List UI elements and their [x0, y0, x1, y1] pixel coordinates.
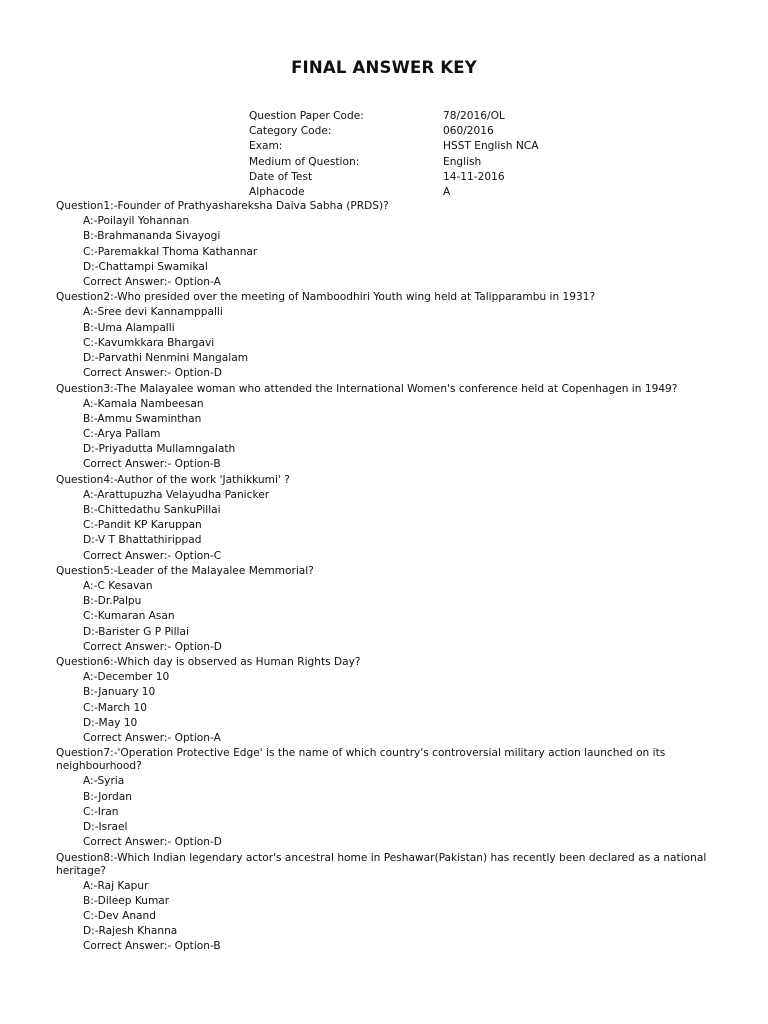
question-item	[56, 290, 716, 381]
question-item	[56, 746, 716, 850]
option-d: D:-Parvathi Nenmini Mangalam	[83, 352, 249, 364]
meta-label: Category Code:	[249, 125, 332, 138]
question-text: Question6:-Which day is observed as Human Rights Day?	[56, 656, 361, 669]
meta-label: Alphacode	[249, 185, 305, 198]
option-c: C:-March 10	[83, 701, 147, 714]
meta-value: 060/2016	[443, 125, 494, 138]
meta-row	[249, 170, 538, 185]
option-a: A:-Arattupuzha Velayudha Panicker	[83, 488, 270, 501]
option-d: D:-Priyadutta Mullamngalath	[83, 443, 236, 456]
option-a: A:-C Kesavan	[83, 580, 153, 592]
question-item	[56, 381, 716, 472]
question-item	[56, 199, 716, 290]
option-b: B:-January 10	[83, 686, 156, 699]
question-text: Question5:-Leader of the Malayalee Memmorial?	[56, 564, 314, 577]
option-a: A:-Syria	[83, 775, 125, 788]
question-item	[56, 564, 716, 655]
option-c: C:-Kavumkkara Bhargavi	[83, 336, 215, 349]
meta-value: 14-11-2016	[443, 170, 505, 183]
option-a: A:-Sree devi Kannamppalli	[83, 306, 223, 319]
question-item	[56, 655, 716, 746]
correct-answer: Correct Answer:- Option-D	[83, 367, 222, 380]
meta-row	[249, 109, 538, 124]
correct-answer: Correct Answer:- Option-B	[83, 940, 221, 953]
option-c: C:-Pandit KP Karuppan	[83, 519, 202, 532]
option-d: D:-Israel	[83, 821, 128, 834]
question-text: Question7:-'Operation Protective Edge' is the name of which country's controversial military action launched on its neighbourhood?	[56, 747, 666, 773]
correct-answer: Correct Answer:- Option-C	[83, 549, 222, 562]
correct-answer: Correct Answer:- Option-D	[83, 836, 222, 849]
option-b: B:-Jordan	[83, 790, 132, 803]
option-b: B:-Uma Alampalli	[83, 321, 175, 334]
question-list	[56, 199, 716, 955]
question-item	[56, 850, 716, 954]
correct-answer: Correct Answer:- Option-A	[83, 276, 221, 288]
option-d: D:-V T Bhattathirippad	[83, 534, 202, 547]
option-a: A:-Poilayil Yohannan	[83, 215, 190, 228]
meta-row	[249, 124, 538, 139]
option-c: C:-Kumaran Asan	[83, 610, 175, 623]
option-b: B:-Dr.Palpu	[83, 595, 142, 608]
option-d: D:-Chattampi Swamikal	[83, 260, 208, 273]
question-text: Question3:-The Malayalee woman who attended the International Women's conference held at Copenhagen in 1949?	[56, 382, 678, 395]
option-d: D:-Barister G P Pillai	[83, 625, 189, 638]
option-c: C:-Dev Anand	[83, 910, 156, 923]
correct-answer: Correct Answer:- Option-B	[83, 458, 221, 471]
meta-label: Question Paper Code:	[249, 110, 364, 122]
option-c: C:-Paremakkal Thoma Kathannar	[83, 245, 258, 258]
meta-label: Medium of Question:	[249, 155, 360, 168]
option-a: A:-Kamala Nambeesan	[83, 397, 204, 410]
option-c: C:-Iran	[83, 805, 119, 818]
page-title: FINAL ANSWER KEY	[291, 58, 477, 77]
question-item	[56, 473, 716, 564]
option-b: B:-Chittedathu SankuPillai	[83, 504, 221, 516]
option-b: B:-Ammu Swaminthan	[83, 412, 202, 425]
option-a: A:-Raj Kapur	[83, 879, 149, 892]
correct-answer: Correct Answer:- Option-D	[83, 640, 222, 653]
question-text: Question4:-Author of the work 'Jathikkumi' ?	[56, 473, 290, 486]
question-text: Question1:-Founder of Prathyashareksha Daiva Sabha (PRDS)?	[56, 200, 389, 213]
meta-label: Date of Test	[249, 170, 313, 183]
option-d: D:-Rajesh Khanna	[83, 925, 178, 938]
meta-value: A	[443, 185, 451, 198]
exam-details	[249, 109, 538, 200]
option-c: C:-Arya Pallam	[83, 428, 161, 440]
meta-row	[249, 185, 538, 200]
option-d: D:-May 10	[83, 716, 138, 729]
option-b: B:-Brahmananda Sivayogi	[83, 230, 221, 243]
correct-answer: Correct Answer:- Option-A	[83, 732, 221, 745]
option-b: B:-Dileep Kumar	[83, 894, 170, 907]
option-a: A:-December 10	[83, 671, 170, 684]
question-text: Question2:-Who presided over the meeting of Namboodhiri Youth wing held at Talipparambu in 1931?	[56, 291, 596, 304]
meta-value: English	[443, 155, 482, 168]
question-text: Question8:-Which Indian legendary actor's ancestral home in Peshawar(Pakistan) has recently been declared as a national heritage?	[56, 851, 707, 877]
meta-value: HSST English NCA	[443, 140, 539, 153]
meta-row	[249, 155, 538, 170]
meta-label: Exam:	[249, 140, 283, 153]
meta-row	[249, 139, 538, 154]
meta-value: 78/2016/OL	[443, 110, 505, 122]
